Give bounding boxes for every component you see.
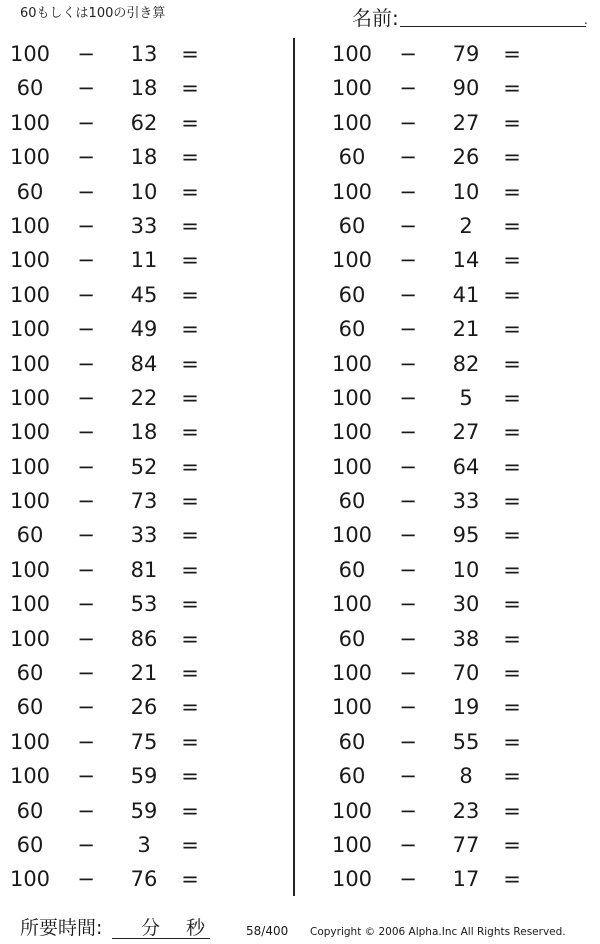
equals-sign: = <box>181 489 199 514</box>
problem-row <box>322 106 562 140</box>
problem-row <box>322 278 562 312</box>
subtrahend: 18 <box>130 420 158 445</box>
minuend: 100 <box>331 420 373 445</box>
equals-sign: = <box>503 798 521 823</box>
subtrahend: 26 <box>130 695 158 720</box>
name-field-dot: . <box>584 13 588 27</box>
minus-sign: − <box>399 557 417 582</box>
equals-sign: = <box>503 489 521 514</box>
equals-sign: = <box>503 867 521 892</box>
subtrahend: 73 <box>130 489 158 514</box>
minus-sign: − <box>77 317 95 342</box>
subtrahend: 10 <box>452 179 480 204</box>
problem-row <box>322 759 562 793</box>
minuend: 60 <box>338 282 366 307</box>
subtrahend: 10 <box>130 179 158 204</box>
minuend: 60 <box>338 213 366 238</box>
column-divider <box>293 38 295 896</box>
minuend: 100 <box>331 42 373 66</box>
minus-sign: − <box>77 110 95 135</box>
minuend: 100 <box>9 42 51 66</box>
minus-sign: − <box>77 867 95 892</box>
equals-sign: = <box>181 385 199 410</box>
subtrahend: 95 <box>452 523 480 548</box>
minus-sign: − <box>399 351 417 376</box>
minus-sign: − <box>77 798 95 823</box>
minus-sign: − <box>399 729 417 754</box>
problem-row <box>322 828 562 862</box>
minuend: 100 <box>331 798 373 823</box>
subtrahend: 23 <box>452 798 480 823</box>
subtrahend: 33 <box>130 213 158 238</box>
equals-sign: = <box>181 420 199 445</box>
equals-sign: = <box>181 626 199 651</box>
subtrahend: 81 <box>130 557 158 582</box>
subtrahend: 62 <box>130 110 158 135</box>
equals-sign: = <box>181 248 199 273</box>
minuend: 100 <box>9 145 51 170</box>
problem-row <box>0 690 240 724</box>
minus-sign: − <box>399 695 417 720</box>
equals-sign: = <box>181 76 199 101</box>
problem-row <box>0 725 240 759</box>
problem-row <box>0 862 240 896</box>
problem-row <box>322 243 562 277</box>
problem-row <box>322 450 562 484</box>
problem-row <box>322 37 562 71</box>
minus-sign: − <box>399 42 417 66</box>
equals-sign: = <box>181 42 199 66</box>
name-field-line[interactable] <box>400 26 586 27</box>
problem-row <box>0 587 240 621</box>
equals-sign: = <box>181 592 199 617</box>
equals-sign: = <box>503 626 521 651</box>
minuend: 60 <box>16 523 44 548</box>
minus-sign: − <box>399 592 417 617</box>
equals-sign: = <box>503 179 521 204</box>
minuend: 60 <box>338 729 366 754</box>
problem-row <box>0 622 240 656</box>
problem-row <box>0 759 240 793</box>
subtrahend: 26 <box>452 145 480 170</box>
minus-sign: − <box>399 213 417 238</box>
minus-sign: − <box>77 213 95 238</box>
problem-row <box>322 862 562 896</box>
minus-sign: − <box>77 76 95 101</box>
minuend: 100 <box>9 454 51 479</box>
equals-sign: = <box>181 454 199 479</box>
right-problem-column <box>322 37 562 897</box>
seconds-label: 秒 <box>186 917 206 939</box>
minuend: 100 <box>331 661 373 686</box>
subtrahend: 77 <box>452 832 480 857</box>
minuend: 100 <box>331 867 373 892</box>
minuend: 60 <box>16 661 44 686</box>
minus-sign: − <box>399 282 417 307</box>
subtrahend: 86 <box>130 626 158 651</box>
equals-sign: = <box>181 282 199 307</box>
minus-sign: − <box>399 867 417 892</box>
minus-sign: − <box>77 145 95 170</box>
equals-sign: = <box>181 867 199 892</box>
minus-sign: − <box>399 248 417 273</box>
equals-sign: = <box>181 145 199 170</box>
subtrahend: 19 <box>452 695 480 720</box>
equals-sign: = <box>503 248 521 273</box>
worksheet-title: 60もしくは100の引き算 <box>20 6 166 21</box>
equals-sign: = <box>503 42 521 66</box>
equals-sign: = <box>181 764 199 789</box>
minus-sign: − <box>77 661 95 686</box>
problem-row <box>0 518 240 552</box>
minus-sign: − <box>399 179 417 204</box>
minus-sign: − <box>399 626 417 651</box>
equals-sign: = <box>503 420 521 445</box>
minus-sign: − <box>399 317 417 342</box>
minuend: 100 <box>9 626 51 651</box>
subtrahend: 33 <box>130 523 158 548</box>
minuend: 100 <box>331 523 373 548</box>
problem-row <box>322 518 562 552</box>
minuend: 100 <box>9 592 51 617</box>
minus-sign: − <box>77 282 95 307</box>
problem-row <box>0 794 240 828</box>
equals-sign: = <box>503 385 521 410</box>
equals-sign: = <box>181 729 199 754</box>
minus-sign: − <box>399 798 417 823</box>
minus-sign: − <box>77 695 95 720</box>
equals-sign: = <box>181 557 199 582</box>
minuend: 100 <box>331 592 373 617</box>
equals-sign: = <box>503 557 521 582</box>
subtrahend: 84 <box>130 351 158 376</box>
subtrahend: 33 <box>452 489 480 514</box>
subtrahend: 70 <box>452 661 480 686</box>
problem-row <box>322 553 562 587</box>
subtrahend: 90 <box>452 76 480 101</box>
subtrahend: 38 <box>452 626 480 651</box>
problem-row <box>0 450 240 484</box>
minuend: 60 <box>338 317 366 342</box>
equals-sign: = <box>503 592 521 617</box>
problem-row <box>322 312 562 346</box>
minuend: 60 <box>338 557 366 582</box>
equals-sign: = <box>503 832 521 857</box>
problem-row <box>322 140 562 174</box>
minus-sign: − <box>77 523 95 548</box>
minuend: 100 <box>9 317 51 342</box>
minuend: 60 <box>16 798 44 823</box>
subtrahend: 55 <box>452 729 480 754</box>
minutes-label: 分 <box>141 917 161 939</box>
problem-row <box>0 175 240 209</box>
subtrahend: 59 <box>130 798 158 823</box>
minuend: 100 <box>9 867 51 892</box>
equals-sign: = <box>503 764 521 789</box>
problem-row <box>0 209 240 243</box>
subtrahend: 79 <box>452 42 480 66</box>
problem-row <box>0 381 240 415</box>
equals-sign: = <box>181 213 199 238</box>
minus-sign: − <box>77 454 95 479</box>
equals-sign: = <box>181 798 199 823</box>
problem-row <box>0 243 240 277</box>
minus-sign: − <box>399 110 417 135</box>
minuend: 100 <box>331 454 373 479</box>
subtrahend: 49 <box>130 317 158 342</box>
minus-sign: − <box>399 76 417 101</box>
minus-sign: − <box>77 42 95 66</box>
name-label: 名前: <box>352 6 399 30</box>
equals-sign: = <box>181 179 199 204</box>
subtrahend: 8 <box>459 764 473 789</box>
subtrahend: 45 <box>130 282 158 307</box>
equals-sign: = <box>503 661 521 686</box>
equals-sign: = <box>503 110 521 135</box>
problem-row <box>0 106 240 140</box>
minuend: 60 <box>338 764 366 789</box>
subtrahend: 82 <box>452 351 480 376</box>
subtrahend: 11 <box>130 248 158 273</box>
subtrahend: 21 <box>452 317 480 342</box>
minus-sign: − <box>399 385 417 410</box>
problem-row <box>0 828 240 862</box>
minuend: 60 <box>338 489 366 514</box>
minuend: 100 <box>331 179 373 204</box>
subtrahend: 3 <box>137 832 151 857</box>
equals-sign: = <box>503 729 521 754</box>
left-problem-column <box>0 37 240 897</box>
problem-row <box>322 415 562 449</box>
subtrahend: 30 <box>452 592 480 617</box>
equals-sign: = <box>181 695 199 720</box>
subtrahend: 27 <box>452 110 480 135</box>
minus-sign: − <box>399 523 417 548</box>
problem-row <box>322 347 562 381</box>
subtrahend: 21 <box>130 661 158 686</box>
minuend: 100 <box>331 76 373 101</box>
equals-sign: = <box>181 832 199 857</box>
problem-row <box>322 484 562 518</box>
minuend: 60 <box>16 76 44 101</box>
subtrahend: 10 <box>452 557 480 582</box>
equals-sign: = <box>503 454 521 479</box>
minus-sign: − <box>77 420 95 445</box>
equals-sign: = <box>503 145 521 170</box>
minus-sign: − <box>77 626 95 651</box>
problem-row <box>0 37 240 71</box>
minuend: 100 <box>9 557 51 582</box>
problem-row <box>322 587 562 621</box>
equals-sign: = <box>181 110 199 135</box>
minus-sign: − <box>399 145 417 170</box>
problem-row <box>0 484 240 518</box>
minus-sign: − <box>77 832 95 857</box>
equals-sign: = <box>181 523 199 548</box>
minus-sign: − <box>399 661 417 686</box>
subtrahend: 52 <box>130 454 158 479</box>
minuend: 100 <box>9 248 51 273</box>
problem-row <box>0 553 240 587</box>
subtrahend: 14 <box>452 248 480 273</box>
equals-sign: = <box>503 213 521 238</box>
minuend: 60 <box>16 179 44 204</box>
equals-sign: = <box>503 317 521 342</box>
subtrahend: 13 <box>130 42 158 66</box>
minuend: 60 <box>338 626 366 651</box>
equals-sign: = <box>503 695 521 720</box>
minuend: 100 <box>331 351 373 376</box>
minuend: 100 <box>331 110 373 135</box>
problem-row <box>322 622 562 656</box>
minuend: 60 <box>16 832 44 857</box>
subtrahend: 75 <box>130 729 158 754</box>
minuend: 100 <box>331 248 373 273</box>
equals-sign: = <box>503 351 521 376</box>
minuend: 100 <box>9 729 51 754</box>
minuend: 100 <box>9 420 51 445</box>
minuend: 100 <box>9 764 51 789</box>
time-taken-label: 所要時間: <box>20 917 103 939</box>
problem-row <box>322 71 562 105</box>
minuend: 100 <box>331 695 373 720</box>
problem-row <box>322 690 562 724</box>
minus-sign: − <box>77 592 95 617</box>
problem-row <box>0 140 240 174</box>
equals-sign: = <box>181 317 199 342</box>
minuend: 100 <box>331 385 373 410</box>
minuend: 100 <box>331 832 373 857</box>
minuend: 100 <box>9 110 51 135</box>
minus-sign: − <box>77 179 95 204</box>
minus-sign: − <box>77 385 95 410</box>
minus-sign: − <box>77 248 95 273</box>
minus-sign: − <box>399 764 417 789</box>
minus-sign: − <box>399 454 417 479</box>
problem-row <box>0 347 240 381</box>
subtrahend: 2 <box>459 213 473 238</box>
problem-row <box>0 71 240 105</box>
subtrahend: 59 <box>130 764 158 789</box>
subtrahend: 27 <box>452 420 480 445</box>
minuend: 100 <box>9 351 51 376</box>
problem-row <box>322 209 562 243</box>
minuend: 100 <box>9 213 51 238</box>
subtrahend: 18 <box>130 145 158 170</box>
subtrahend: 5 <box>459 385 473 410</box>
problem-row <box>0 312 240 346</box>
subtrahend: 76 <box>130 867 158 892</box>
subtrahend: 17 <box>452 867 480 892</box>
subtrahend: 22 <box>130 385 158 410</box>
subtrahend: 53 <box>130 592 158 617</box>
problem-row <box>322 794 562 828</box>
minus-sign: − <box>399 489 417 514</box>
problem-row <box>0 656 240 690</box>
minuend: 60 <box>338 145 366 170</box>
minus-sign: − <box>77 489 95 514</box>
problem-row <box>322 656 562 690</box>
minuend: 60 <box>16 695 44 720</box>
minus-sign: − <box>399 832 417 857</box>
minuend: 100 <box>9 489 51 514</box>
minuend: 100 <box>9 282 51 307</box>
subtrahend: 64 <box>452 454 480 479</box>
subtrahend: 41 <box>452 282 480 307</box>
problem-row <box>322 725 562 759</box>
minus-sign: − <box>77 729 95 754</box>
problem-row <box>322 175 562 209</box>
problem-row <box>0 415 240 449</box>
equals-sign: = <box>181 351 199 376</box>
equals-sign: = <box>503 282 521 307</box>
minus-sign: − <box>77 764 95 789</box>
minus-sign: − <box>77 557 95 582</box>
page-number: 58/400 <box>246 924 289 938</box>
minus-sign: − <box>77 351 95 376</box>
equals-sign: = <box>181 661 199 686</box>
subtrahend: 18 <box>130 76 158 101</box>
minus-sign: − <box>399 420 417 445</box>
copyright-notice: Copyright © 2006 Alpha.Inc All Rights Reserved. <box>310 926 566 938</box>
problem-row <box>322 381 562 415</box>
minuend: 100 <box>9 385 51 410</box>
equals-sign: = <box>503 76 521 101</box>
equals-sign: = <box>503 523 521 548</box>
problem-row <box>0 278 240 312</box>
